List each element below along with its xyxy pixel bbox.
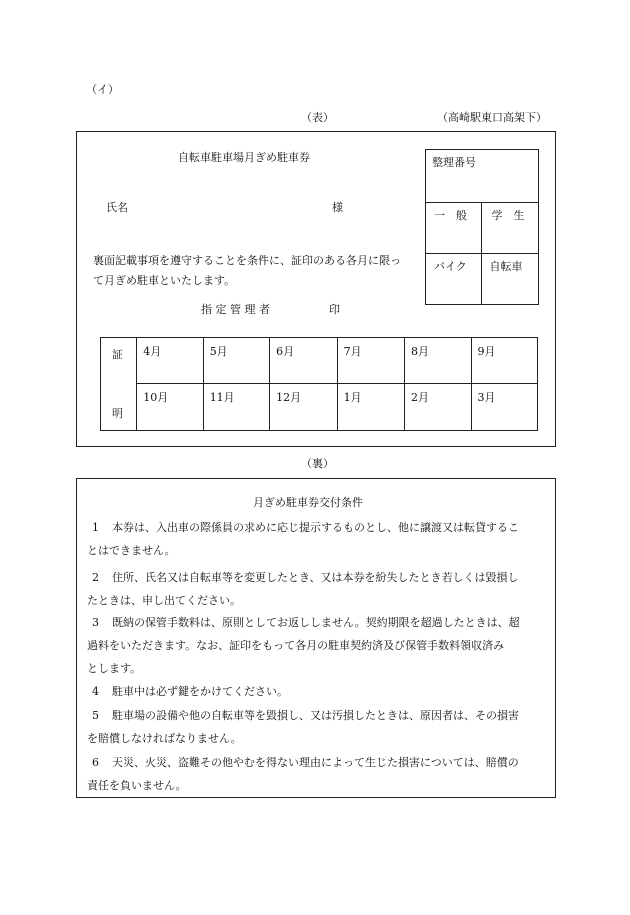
- bicycle-label: 自転車: [489, 260, 523, 273]
- month-cell[interactable]: [203, 384, 269, 431]
- condition-item: [87, 611, 547, 680]
- month-label: 11月: [209, 391, 235, 404]
- student-cell: [481, 203, 539, 254]
- stamp-label-cell: [101, 338, 137, 431]
- month-cell[interactable]: [405, 384, 471, 431]
- bicycle-cell: [481, 254, 539, 305]
- condition-line: 住所、氏名又は自転車等を変更したとき、又は本券を紛失したとき若しくは毀損し: [112, 571, 519, 584]
- conditions-title: 月ぎめ駐車券交付条件: [253, 496, 363, 509]
- month-label: 6月: [276, 345, 295, 358]
- ticket-title: 自転車駐車場月ぎめ駐車券: [178, 151, 310, 164]
- condition-item: [87, 566, 547, 612]
- month-cell[interactable]: [405, 338, 471, 384]
- condition-line: 駐車場の設備や他の自転車等を毀損し、又は汚損したときは、原因者は、その損害: [112, 709, 519, 722]
- section-label-i: （イ）: [86, 83, 119, 96]
- category-box: [425, 149, 539, 305]
- month-cell[interactable]: [337, 384, 404, 431]
- month-cell[interactable]: [137, 338, 203, 384]
- condition-item: [92, 680, 547, 703]
- month-label: 9月: [477, 345, 496, 358]
- condition-number: 3: [92, 616, 99, 629]
- condition-number: 2: [92, 571, 99, 584]
- general-label: 一 般: [434, 209, 467, 222]
- seal-label: 印: [329, 303, 340, 316]
- stamp-label-bottom: 明: [112, 407, 123, 420]
- condition-item: [87, 751, 547, 797]
- manager-label: 指 定 管 理 者: [201, 303, 270, 316]
- condition-line: 既納の保管手数料は、原則としてお返ししません。契約期限を超過したときは、超: [112, 616, 520, 629]
- month-cell[interactable]: [270, 338, 337, 384]
- month-grid: [100, 337, 538, 431]
- bike-cell: [426, 254, 482, 305]
- month-cell[interactable]: [137, 384, 203, 431]
- condition-line: 本券は、入出車の際係員の求めに応じ提示するものとし、他に譲渡又は転貸するこ: [112, 521, 519, 534]
- name-label: 氏名: [106, 201, 128, 214]
- month-cell[interactable]: [203, 338, 269, 384]
- condition-line: たときは、申し出てください。: [87, 594, 241, 607]
- condition-item: [87, 516, 547, 562]
- condition-item: [87, 704, 547, 750]
- bike-label: バイク: [434, 260, 467, 273]
- honorific-label: 様: [332, 201, 343, 214]
- condition-line: とします。: [87, 662, 142, 675]
- month-label: 5月: [209, 345, 228, 358]
- condition-line: 駐車中は必ず鍵をかけてください。: [112, 685, 288, 698]
- condition-number: 6: [92, 756, 99, 769]
- month-cell[interactable]: [270, 384, 337, 431]
- month-label: 7月: [343, 345, 362, 358]
- month-label: 3月: [477, 391, 496, 404]
- notice-line-1: 裏面記載事項を遵守することを条件に、証印のある各月に限っ: [93, 254, 401, 267]
- month-label: 10月: [143, 391, 169, 404]
- general-cell: [426, 203, 482, 254]
- condition-line: 過料をいただきます。なお、証印をもって各月の駐車契約済及び保管手数料領収済み: [87, 639, 505, 652]
- month-cell[interactable]: [337, 338, 404, 384]
- condition-number: 1: [92, 521, 99, 534]
- condition-number: 5: [92, 709, 99, 722]
- number-label: 整理番号: [432, 156, 476, 169]
- condition-line: 天災、火災、盗難その他やむを得ない理由によって生じた損害については、賠償の: [112, 756, 519, 769]
- student-label: 学 生: [491, 209, 525, 222]
- month-label: 4月: [143, 345, 162, 358]
- month-label: 8月: [411, 345, 430, 358]
- month-cell[interactable]: [471, 338, 538, 384]
- location-label: （高崎駅東口高架下）: [437, 111, 547, 124]
- condition-line: とはできません。: [87, 544, 176, 557]
- month-label: 1月: [343, 391, 362, 404]
- month-label: 12月: [276, 391, 302, 404]
- condition-line: 責任を負いません。: [87, 779, 187, 792]
- front-side-label: （表）: [301, 111, 334, 124]
- stamp-label-top: 証: [112, 348, 123, 361]
- notice-line-2: て月ぎめ駐車といたします。: [93, 274, 236, 287]
- month-label: 2月: [411, 391, 430, 404]
- back-side-label: （裏）: [301, 457, 334, 470]
- number-cell: [426, 150, 539, 203]
- month-cell[interactable]: [471, 384, 538, 431]
- condition-number: 4: [92, 685, 99, 698]
- condition-line: を賠償しなければなりません。: [87, 732, 242, 745]
